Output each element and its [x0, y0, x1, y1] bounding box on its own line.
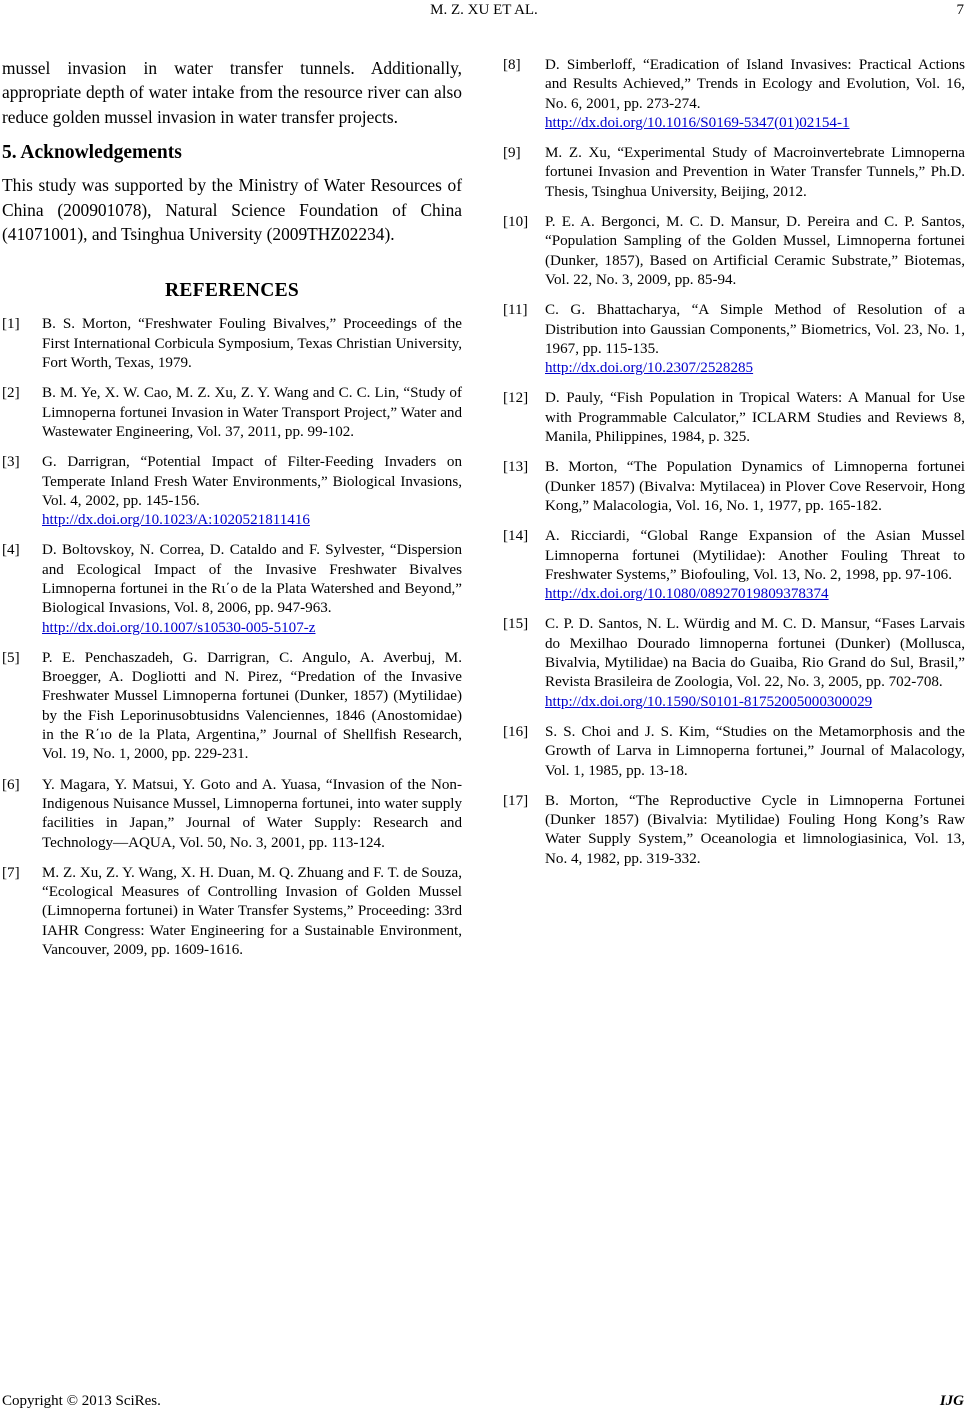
reference-item — [2, 541, 462, 637]
reference-text: B. S. Morton, “Freshwater Fouling Bivalves,” Proceedings of the First International Corbicula Symposium, Texas Christian University, Fort Worth, Texas, 1979. — [42, 316, 462, 372]
reference-item — [503, 792, 965, 869]
reference-item — [503, 527, 965, 604]
reference-number: [10] — [503, 214, 529, 231]
reference-number: [6] — [2, 776, 20, 793]
left-column — [2, 56, 462, 971]
reference-text: M. Z. Xu, Z. Y. Wang, X. H. Duan, M. Q. Zhuang and F. T. de Souza, “Ecological Measures of Controlling Invasion of Golden Mussel (Limnoperna fortunei) in Water Transfer Systems,” Proceeding: 33rd IAHR Congress: Water Engineering for a Sustainable Environment, Vancouver, 2009, pp. 1609-1616. — [42, 864, 462, 959]
reference-item — [503, 458, 965, 516]
reference-text: G. Darrigran, “Potential Impact of Filter-Feeding Invaders on Temperate Inland Fresh Water Environments,” Biological Invasions, Vol. 4, 2002, pp. 145-156. — [42, 454, 462, 509]
reference-item — [2, 649, 462, 765]
reference-item — [503, 301, 965, 378]
reference-item — [503, 615, 965, 711]
reference-number: [16] — [503, 723, 529, 740]
reference-number: [7] — [2, 864, 20, 881]
reference-item — [2, 315, 462, 373]
reference-text: Y. Magara, Y. Matsui, Y. Goto and A. Yuasa, “Invasion of the Non-Indigenous Nuisance Mussel, Limnoperna fortunei, into water supply facilities in Japan,” Journal of Water Supply: Research and Technology—AQUA, Vol. 50, No. 3, 2001, pp. 113-124. — [42, 776, 462, 851]
reference-text: S. S. Choi and J. S. Kim, “Studies on the Metamorphosis and the Growth of Larva in Limnoperna fortunei,” Journal of Malacology, Vol. 1, 1985, pp. 13-18. — [545, 723, 965, 779]
reference-text: A. Ricciardi, “Global Range Expansion of the Asian Mussel Limnoperna fortunei (Mytilidae): Another Fouling Threat to Freshwater Systems,” Biofouling, Vol. 13, No. 2, 1998, pp. 97-106. — [545, 528, 965, 583]
reference-text: P. E. Penchaszadeh, G. Darrigran, C. Angulo, A. Averbuj, M. Broegger, A. Dogliotti and N. Pirez, “Predation of the Invasive Freshwater Mussel Limnoperna fortunei (Dunker, 1857) (Mytilidae) by the Fish Leporinusobtusidns Valenciennes, 1846 (Anostomidae) in the R΄ıo de la Plata, Argentina,” Journal of Shellfish Research, Vol. 19, No. 1, 2000, pp. 229-231. — [42, 649, 462, 763]
reference-text: C. P. D. Santos, N. L. Würdig and M. C. D. Mansur, “Fases Larvais do Mexilhao Dourado limnoperna fortunei (Dunker) (Mollusca, Bivalvia, Mytilidae) na Bacia do Guaiba, Rio Grand do Sul, Brasil,” Revista Brasileira de Zoologia, Vol. 22, No. 3, 2005, pp. 702-708. — [545, 616, 965, 691]
reference-text: C. G. Bhattacharya, “A Simple Method of Resolution of a Distribution into Gaussian Components,” Biometrics, Vol. 23, No. 1, 1967, pp. 115-135. — [545, 302, 965, 357]
doi-link[interactable]: http://dx.doi.org/10.1080/08927019809378374 — [545, 586, 829, 603]
reference-item — [2, 384, 462, 442]
doi-link[interactable]: http://dx.doi.org/10.1016/S0169-5347(01)02154-1 — [545, 114, 850, 131]
reference-item — [503, 144, 965, 202]
acknowledgements-paragraph: This study was supported by the Ministry of Water Resources of China (200901078), Natural Science Foundation of China (41071001), and Tsinghua University (2009THZ02234). — [2, 175, 462, 245]
reference-item — [503, 213, 965, 290]
reference-number: [4] — [2, 542, 20, 559]
reference-text: B. Morton, “The Reproductive Cycle in Limnoperna Fortunei (Dunker 1857) (Bivalvia: Mytilidae) Fouling Hong Kong’s Raw Water Supply System,” Oceanologia et limnologiasinica, Vol. 13, No. 4, 1982, pp. 319-332. — [545, 792, 965, 867]
page-number: 7 — [956, 2, 964, 18]
reference-text: D. Simberloff, “Eradication of Island Invasives: Practical Actions and Results Achieved,” Trends in Ecology and Evolution, Vol. 16, No. 6, 2001, pp. 273-274. — [545, 57, 965, 112]
reference-text: B. M. Ye, X. W. Cao, M. Z. Xu, Z. Y. Wang and C. C. Lin, “Study of Limnoperna fortunei Invasion in Water Transport Project,” Water and Wastewater Engineering, Vol. 37, 2011, pp. 99-102. — [42, 385, 462, 440]
running-title: M. Z. XU ET AL. — [430, 2, 538, 18]
doi-link[interactable]: http://dx.doi.org/10.1023/A:1020521811416 — [42, 512, 310, 529]
copyright-notice: Copyright © 2013 SciRes. — [2, 1393, 161, 1409]
reference-number: [8] — [503, 57, 521, 73]
reference-number: [14] — [503, 528, 529, 545]
right-column — [503, 56, 965, 880]
reference-number: [15] — [503, 616, 529, 633]
intro-paragraph: mussel invasion in water transfer tunnels. Additionally, appropriate depth of water intake from the resource river can also reduce golden mussel invasion in water transfer projects. — [2, 58, 462, 127]
reference-item — [2, 776, 462, 853]
page-header — [0, 2, 968, 22]
journal-abbreviation: IJG — [939, 1393, 964, 1409]
reference-text: M. Z. Xu, “Experimental Study of Macroinvertebrate Limnoperna fortunei Invasion and Prevention in Water Transfer Tunnels,” Ph.D. Thesis, Tsinghua University, Beijing, 2012. — [545, 145, 965, 200]
reference-item — [2, 864, 462, 960]
reference-item — [2, 453, 462, 530]
reference-item — [503, 389, 965, 447]
reference-number: [11] — [503, 302, 528, 319]
reference-text: B. Morton, “The Population Dynamics of Limnoperna fortunei (Dunker 1857) (Bivalva: Mytilacea) in Plover Cove Reservoir, Hong Kong,” Malacologia, Vol. 16, No. 1, 1977, pp. 165-182. — [545, 459, 965, 514]
reference-number: [17] — [503, 792, 529, 809]
reference-item — [503, 56, 965, 133]
reference-number: [12] — [503, 390, 529, 407]
reference-number: [5] — [2, 649, 20, 666]
reference-number: [9] — [503, 145, 521, 162]
doi-link[interactable]: http://dx.doi.org/10.2307/2528285 — [545, 360, 754, 377]
doi-link[interactable]: http://dx.doi.org/10.1007/s10530-005-5107-z — [42, 619, 316, 636]
doi-link[interactable]: http://dx.doi.org/10.1590/S0101-81752005000300029 — [545, 693, 873, 710]
reference-text: D. Pauly, “Fish Population in Tropical Waters: A Manual for Use with Programmable Calculator,” ICLARM Studies and Reviews 8, Manila, Philippines, 1984, p. 325. — [545, 390, 965, 446]
reference-number: [13] — [503, 459, 529, 476]
reference-number: [3] — [2, 454, 20, 471]
reference-number: [2] — [2, 385, 20, 402]
reference-item — [503, 723, 965, 781]
reference-text: P. E. A. Bergonci, M. C. D. Mansur, D. Pereira and C. P. Santos, “Population Sampling of the Golden Mussel, Limnoperna fortunei (Dunker, 1857), Based on Artificial Ceramic Substrate,” Biotemas, Vol. 22, No. 3, 2009, pp. 85-94. — [545, 214, 965, 288]
reference-number: [1] — [2, 316, 20, 333]
reference-text: D. Boltovskoy, N. Correa, D. Cataldo and F. Sylvester, “Dispersion and Ecological Impact of the Invasive Freshwater Bivalves Limnoperna fortunei in the Rι΄o de la Plata Watershed and Beyond,” Biological Invasions, Vol. 8, 2006, pp. 947-963. — [42, 542, 462, 617]
acknowledgements-heading: 5. Acknowledgements — [2, 142, 182, 164]
references-heading: REFERENCES — [164, 280, 300, 302]
